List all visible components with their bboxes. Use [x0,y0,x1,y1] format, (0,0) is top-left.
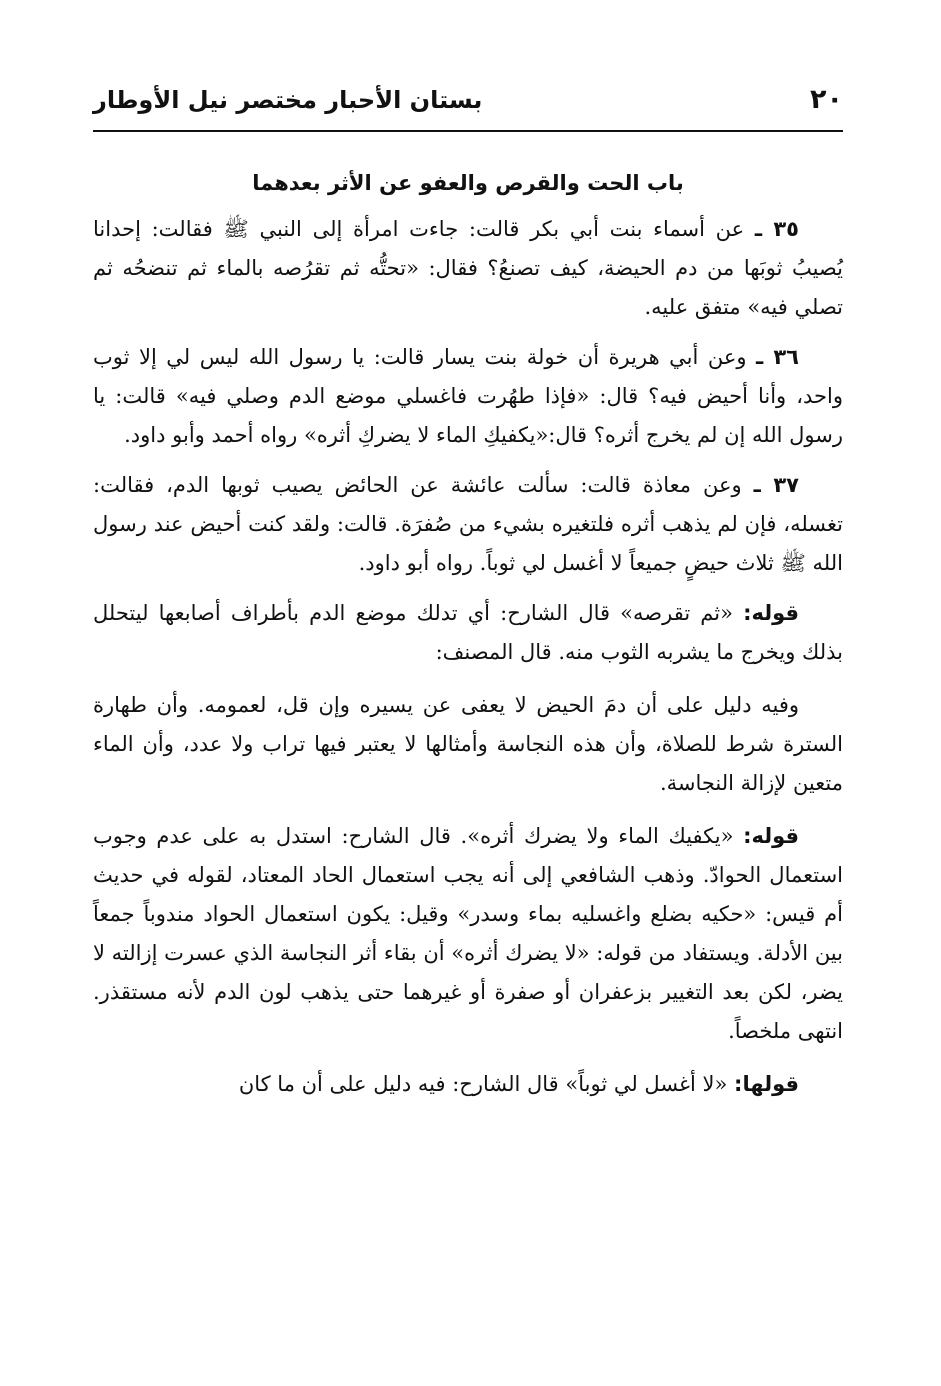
commentary-lead: قولها: [734,1072,799,1096]
hadith-number: ٣٧ ـ [753,473,799,497]
page-header [93,82,843,126]
hadith-number: ٣٦ ـ [756,345,799,369]
paragraph-text: وفيه دليل على أن دمَ الحيض لا يعفى عن يسيره وإن قل، لعمومه. وأن طهارة السترة شرط للصلاة، وأن هذه النجاسة وأمثالها لا يعتبر فيها تراب ولا عدد، وأن الماء متعين لإزالة النجاسة. [93,693,843,795]
page-number: ٢٠ [810,84,843,115]
commentary-paragraph [93,817,843,1051]
page-body [93,168,843,1104]
header-divider [93,130,843,132]
paragraph-text: «ثم تقرصه» قال الشارح: أي تدلك موضع الدم بأطراف أصابعها ليتحلل بذلك ويخرج ما يشربه الثوب منه. قال المصنف: [93,601,843,664]
paragraph-text: «لا أغسل لي ثوباً» قال الشارح: فيه دليل على أن ما كان [238,1072,735,1096]
chapter-title: باب الحت والقرص والعفو عن الأثر بعدهما [252,171,684,195]
paragraph-text: وعن أبي هريرة أن خولة بنت يسار قالت: يا رسول الله ليس لي إلا ثوب واحد، وأنا أحيض فيه؟ قال: «فإذا طهُرت فاغسلي موضع الدم وصلي فيه» قالت: يا رسول الله إن لم يخرج أثره؟ قال:«يكفيكِ الماء لا يضركِ أثره» رواه أحمد وأبو داود. [93,345,843,447]
commentary-lead: قوله: [743,601,799,625]
hadith-36-paragraph [93,338,843,455]
book-title: بستان الأحبار مختصر نيل الأوطار [93,86,483,114]
commentary-paragraph [93,594,843,672]
hadith-35-paragraph [93,210,843,327]
commentary-lead: قوله: [743,824,799,848]
paragraph-text: وعن معاذة قالت: سألت عائشة عن الحائض يصيب ثوبها الدم، فقالت: تغسله، فإن لم يذهب أثره فلتغيره بشيء من صُفرَة. قالت: ولقد كنت أحيض عند رسول الله ﷺ ثلاث حيضٍ جميعاً لا أغسل لي ثوباً. رواه أبو داود. [93,473,843,575]
hadith-37-paragraph [93,466,843,583]
paragraph-text: «يكفيك الماء ولا يضرك أثره». قال الشارح: استدل به على عدم وجوب استعمال الحوادّ. وذهب الشافعي إلى أنه يجب استعمال الحاد المعتاد، لقوله في حديث أم قيس: «حكيه بضلع واغسليه بماء وسدر» وقيل: يكون استعمال الحواد مندوباً جمعاً بين الأدلة. ويستفاد من قوله: «لا يضرك أثره» أن بقاء أثر النجاسة الذي عسرت إزالته لا يضر، لكن بعد التغيير بزعفران أو صفرة أو غيرهما حتى يذهب لون الدم لأنه مستقذر. انتهى ملخصاً. [93,824,843,1043]
paragraph-text: عن أسماء بنت أبي بكر قالت: جاءت امرأة إلى النبي ﷺ فقالت: إحدانا يُصيبُ ثوبَها من دم الحيضة، كيف تصنعُ؟ فقال: «تحتُّه ثم تقرُصه بالماء ثم تنضحُه ثم تصلي فيه» متفق عليه. [93,217,843,319]
commentary-paragraph [93,1065,843,1104]
author-note-paragraph [93,686,843,803]
hadith-number: ٣٥ ـ [754,217,799,241]
